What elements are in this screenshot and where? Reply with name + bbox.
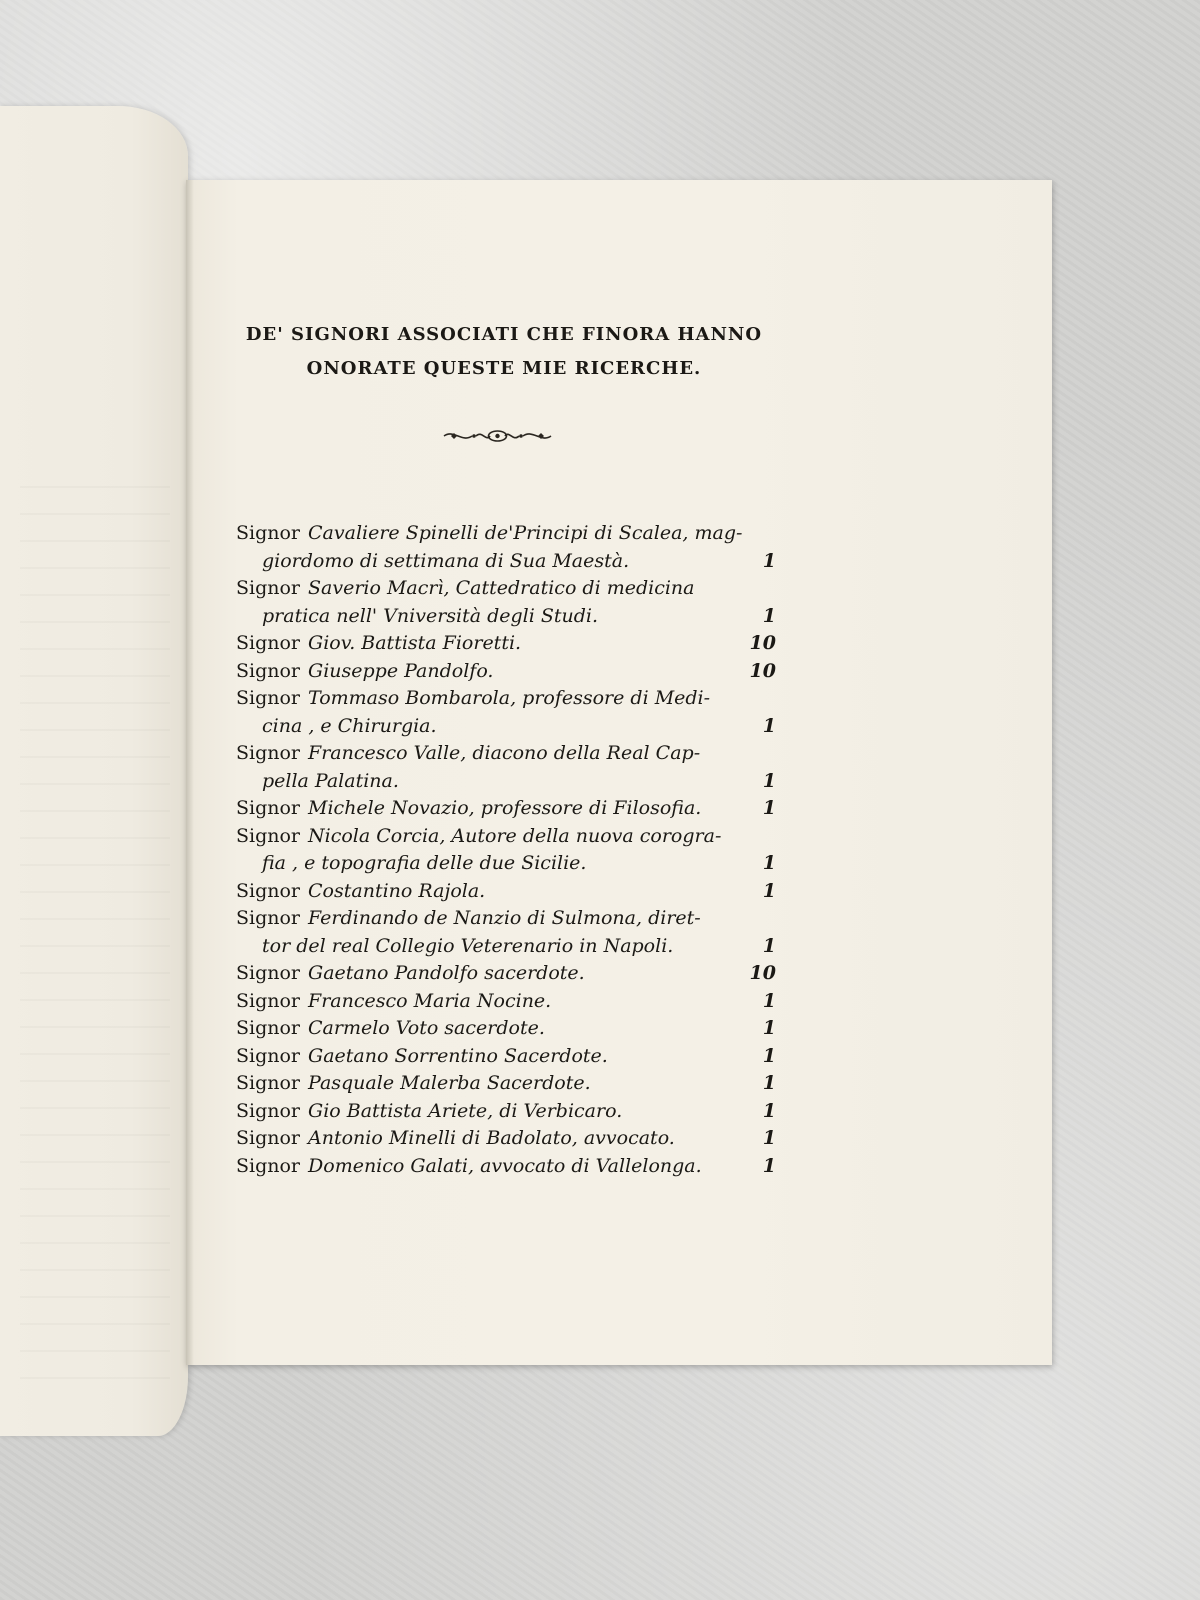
title-signor: Signor xyxy=(236,989,301,1012)
list-item xyxy=(236,685,776,740)
page-title xyxy=(214,318,794,386)
list-item-line xyxy=(236,520,776,548)
title-signor: Signor xyxy=(236,962,301,984)
list-item-line xyxy=(236,768,776,796)
list-item xyxy=(236,878,776,906)
copies-count: 1 xyxy=(762,1044,776,1067)
list-item xyxy=(236,795,776,823)
subscriber-name: Domenico Galati, avvocato di Vallelonga. xyxy=(308,1154,702,1177)
copies-count: 1 xyxy=(762,769,776,792)
list-item xyxy=(236,1125,776,1153)
list-item-line xyxy=(236,603,776,631)
copies-count: 1 xyxy=(762,1072,776,1094)
list-item xyxy=(236,960,776,988)
list-item-line xyxy=(236,1125,776,1153)
title-signor: Signor xyxy=(236,659,301,682)
copies-count: 1 xyxy=(762,934,776,957)
title-signor: Signor xyxy=(236,1154,301,1177)
copies-count: 10 xyxy=(749,632,776,654)
subscriber-list xyxy=(236,520,776,1180)
list-item-line xyxy=(236,1098,776,1126)
copies-count: 1 xyxy=(762,797,776,819)
list-item xyxy=(236,905,776,960)
decorative-ornament-icon xyxy=(440,425,555,447)
list-item-line xyxy=(236,1153,776,1181)
title-signor: Signor xyxy=(236,1099,301,1122)
subscriber-name-continued: fia , e topografia delle due Sicilie. xyxy=(262,852,587,874)
title-signor: Signor xyxy=(236,1072,301,1094)
subscriber-name: Pasquale Malerba Sacerdote. xyxy=(308,1072,591,1094)
page-title-line-1: DE' SIGNORI ASSOCIATI CHE FINORA HANNO xyxy=(245,324,763,345)
list-item-line xyxy=(236,1070,776,1098)
list-item-line xyxy=(236,1043,776,1071)
copies-count: 1 xyxy=(762,549,776,572)
list-item-line xyxy=(236,658,776,686)
facing-page-left xyxy=(0,106,188,1436)
list-item-line xyxy=(236,795,776,823)
list-item-line xyxy=(236,630,776,658)
copies-count: 1 xyxy=(762,852,776,874)
page-title-line-2: ONORATE QUESTE MIE RICERCHE. xyxy=(306,358,702,379)
title-signor: Signor xyxy=(236,907,301,929)
title-signor: Signor xyxy=(236,1017,301,1039)
copies-count: 1 xyxy=(762,1099,776,1122)
list-item-line xyxy=(236,713,776,741)
list-item xyxy=(236,630,776,658)
copies-count: 1 xyxy=(762,1154,776,1177)
list-item-line xyxy=(236,960,776,988)
list-item-line xyxy=(236,878,776,906)
show-through-text xyxy=(20,486,170,1386)
title-signor: Signor xyxy=(236,1044,301,1067)
subscriber-name: Costantino Rajola. xyxy=(308,879,486,902)
subscriber-name: Francesco Maria Nocine. xyxy=(308,989,552,1012)
subscriber-name: Gaetano Pandolfo sacerdote. xyxy=(308,962,585,984)
subscriber-name: Antonio Minelli di Badolato, avvocato. xyxy=(308,1127,675,1149)
copies-count: 1 xyxy=(762,604,776,627)
copies-count: 1 xyxy=(762,714,776,737)
list-item-line xyxy=(236,988,776,1016)
subscriber-name-continued: cina , e Chirurgia. xyxy=(262,714,437,737)
subscriber-name-continued: pella Palatina. xyxy=(262,769,399,792)
list-item xyxy=(236,1015,776,1043)
title-signor: Signor xyxy=(236,742,301,764)
subscriber-name: Saverio Macrì, Cattedratico di medicina xyxy=(308,577,695,599)
title-signor: Signor xyxy=(236,687,301,709)
subscriber-name: Ferdinando de Nanzio di Sulmona, diret- xyxy=(308,907,701,929)
page-gutter-shadow xyxy=(186,180,194,1365)
list-item-line xyxy=(236,850,776,878)
list-item-line xyxy=(236,548,776,576)
subscriber-name: Giuseppe Pandolfo. xyxy=(308,659,494,682)
title-signor: Signor xyxy=(236,577,301,599)
subscriber-name: Michele Novazio, professore di Filosofia. xyxy=(308,797,702,819)
list-item-line xyxy=(236,1015,776,1043)
subscriber-name: Gaetano Sorrentino Sacerdote. xyxy=(308,1044,608,1067)
subscriber-name: Tommaso Bombarola, professore di Medi- xyxy=(308,687,711,709)
subscriber-name-continued: giordomo di settimana di Sua Maestà. xyxy=(262,549,630,572)
subscriber-name: Nicola Corcia, Autore della nuova corogra- xyxy=(308,824,722,847)
copies-count: 1 xyxy=(762,1127,776,1149)
subscriber-name: Carmelo Voto sacerdote. xyxy=(308,1017,545,1039)
copies-count: 1 xyxy=(762,989,776,1012)
list-item xyxy=(236,520,776,575)
list-item xyxy=(236,658,776,686)
title-signor: Signor xyxy=(236,1127,301,1149)
copies-count: 10 xyxy=(749,659,776,682)
copies-count: 1 xyxy=(762,1017,776,1039)
list-item xyxy=(236,1098,776,1126)
copies-count: 10 xyxy=(749,962,776,984)
list-item-line xyxy=(236,823,776,851)
title-signor: Signor xyxy=(236,522,301,544)
title-signor: Signor xyxy=(236,879,301,902)
list-item xyxy=(236,575,776,630)
copies-count: 1 xyxy=(762,879,776,902)
subscriber-name-continued: pratica nell' Vniversità degli Studi. xyxy=(262,604,599,627)
subscriber-name: Giov. Battista Fioretti. xyxy=(308,632,522,654)
list-item xyxy=(236,823,776,878)
subscriber-name: Cavaliere Spinelli de'Principi di Scalea, mag- xyxy=(308,522,743,544)
list-item-line xyxy=(236,933,776,961)
list-item xyxy=(236,1043,776,1071)
list-item-line xyxy=(236,685,776,713)
list-item-line xyxy=(236,575,776,603)
subscriber-name: Gio Battista Ariete, di Verbicaro. xyxy=(308,1099,623,1122)
title-signor: Signor xyxy=(236,632,301,654)
list-item xyxy=(236,740,776,795)
title-signor: Signor xyxy=(236,824,301,847)
list-item xyxy=(236,1153,776,1181)
subscriber-name-continued: tor del real Collegio Veterenario in Napoli. xyxy=(262,934,674,957)
list-item xyxy=(236,988,776,1016)
title-signor: Signor xyxy=(236,797,301,819)
list-item-line xyxy=(236,905,776,933)
list-item xyxy=(236,1070,776,1098)
subscriber-name: Francesco Valle, diacono della Real Cap- xyxy=(308,742,701,764)
list-item-line xyxy=(236,740,776,768)
